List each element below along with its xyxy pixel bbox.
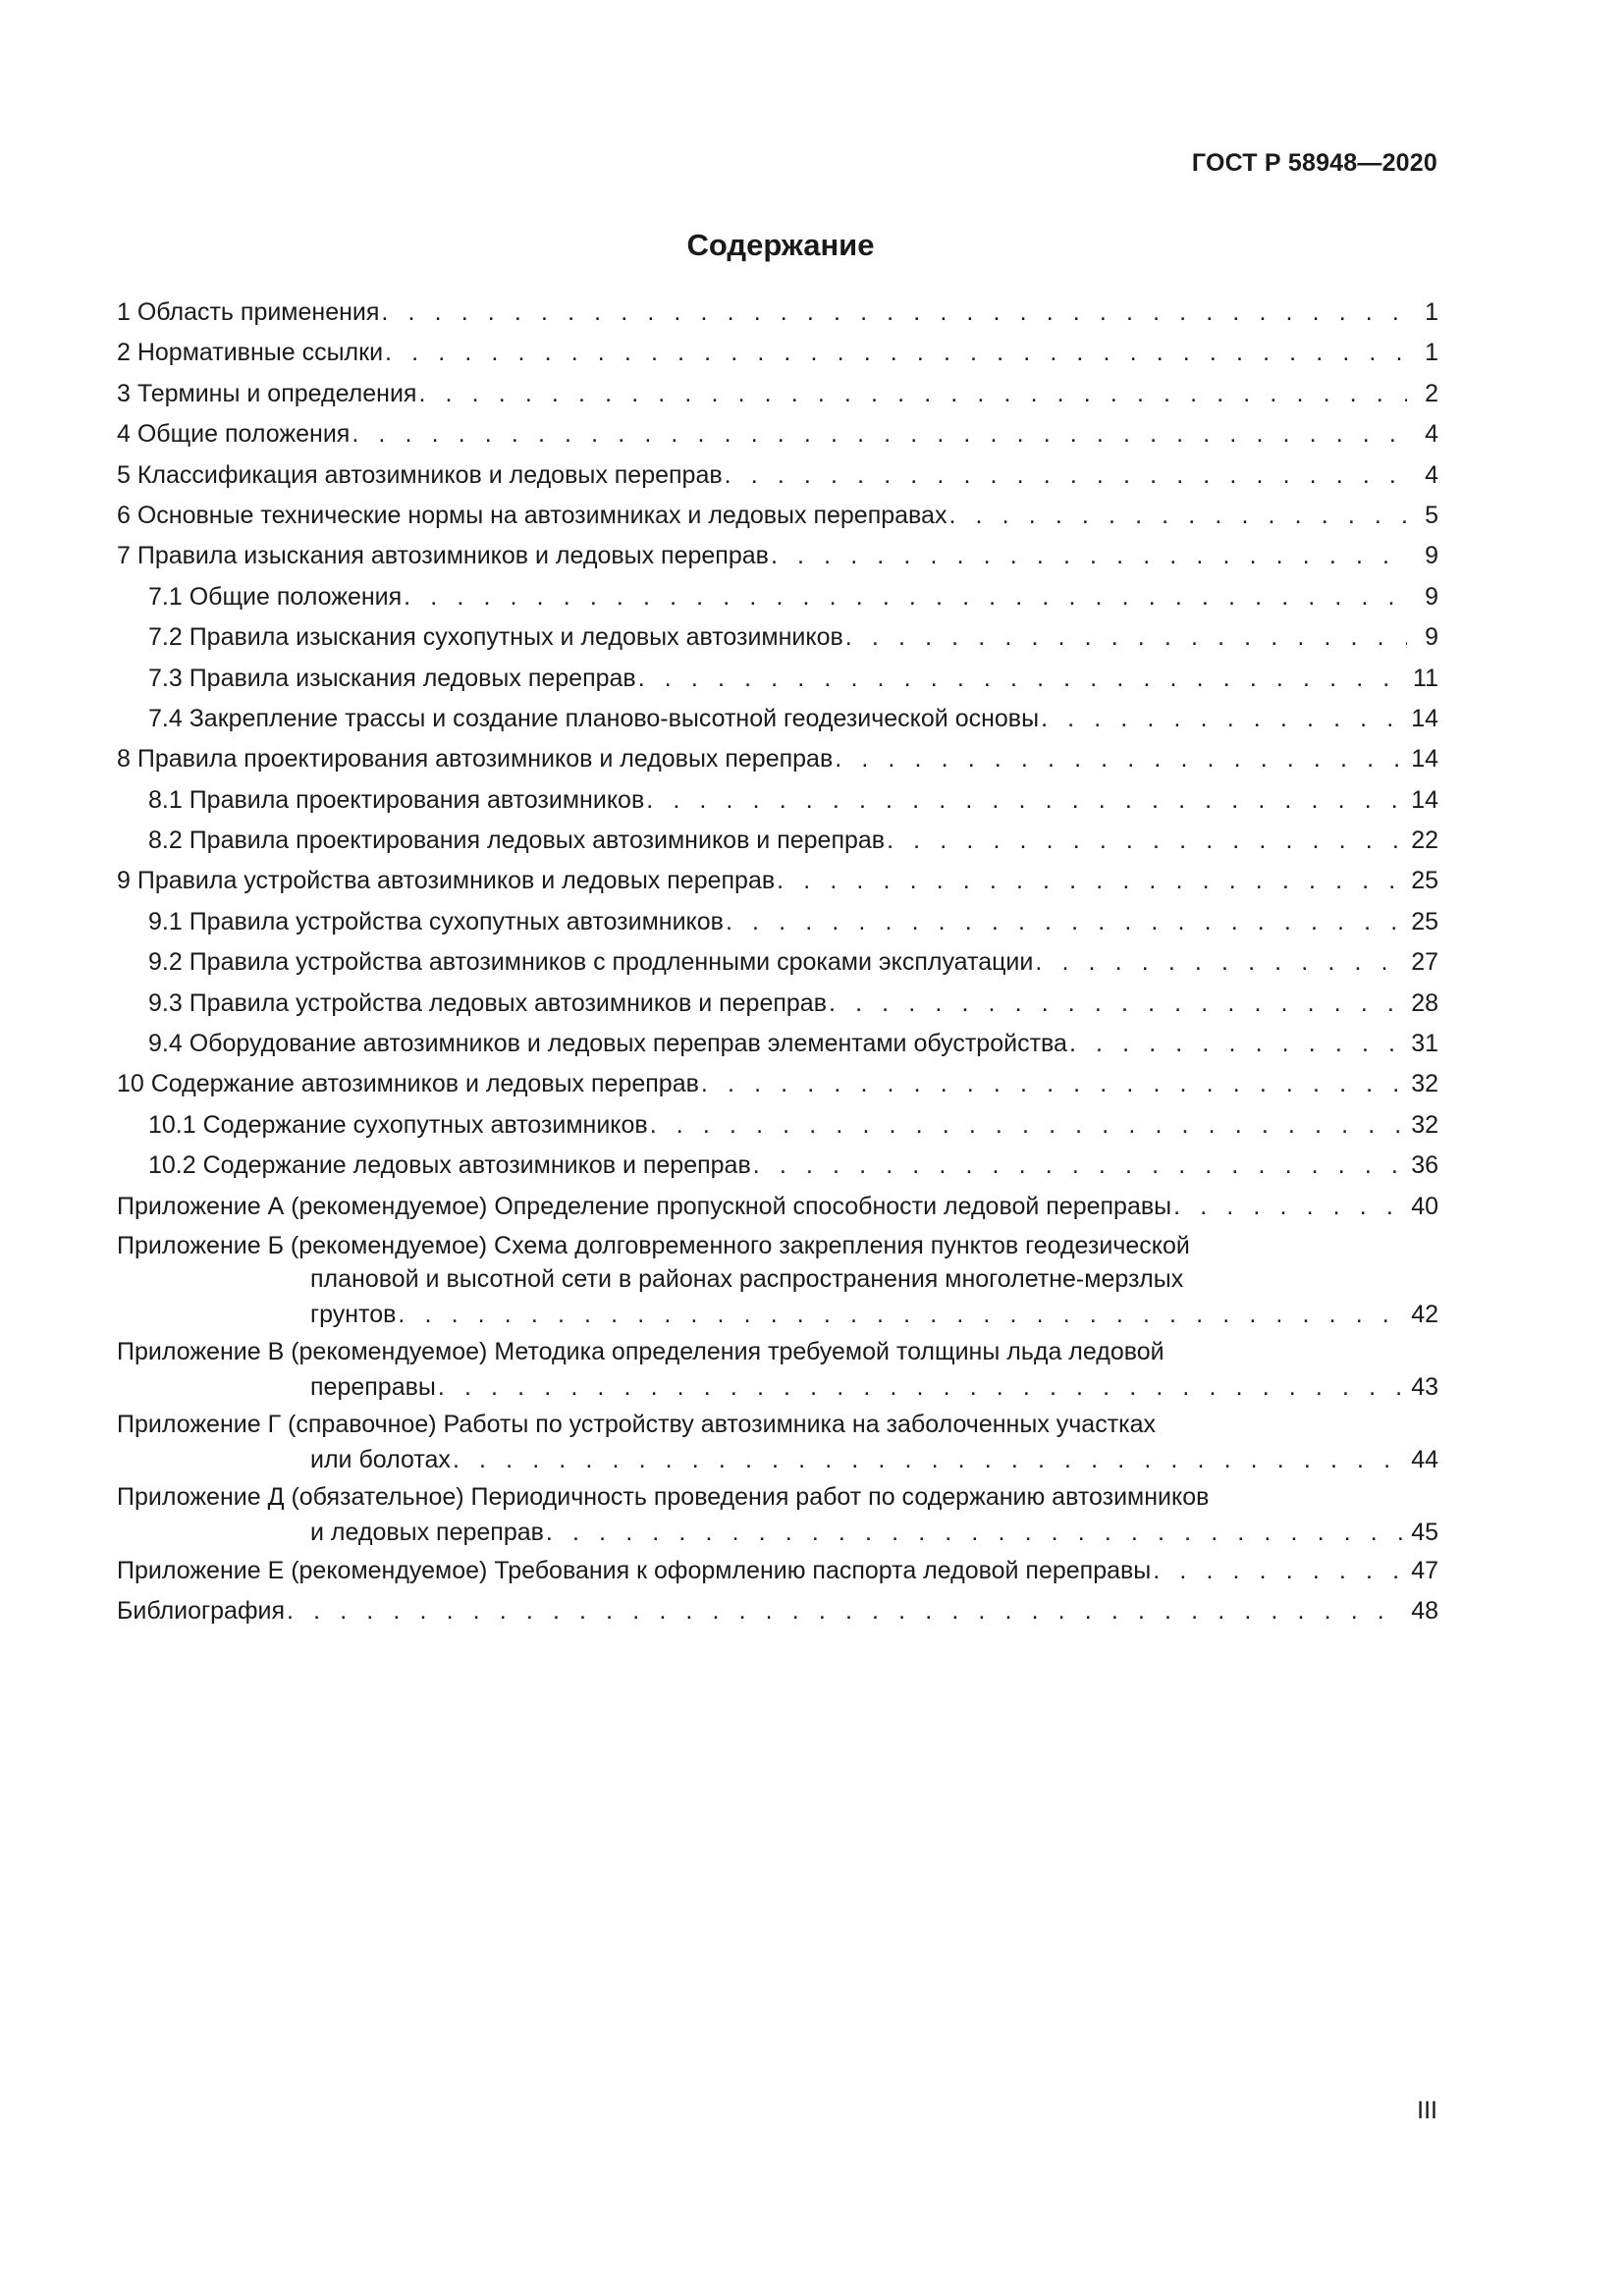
toc-appendix-title-line: Приложение Б (рекомендуемое) Схема долговременного закрепления пунктов геодезической (117, 1231, 1190, 1259)
toc-entry-title: 9 Правила устройства автозимников и ледовых переправ (117, 867, 776, 895)
dot-leader (725, 455, 1407, 496)
toc-entry-page: 4 (1425, 460, 1438, 489)
toc-entry-page: 4 (1425, 420, 1438, 449)
dot-leader (845, 617, 1407, 658)
toc-entry-page: 1 (1425, 297, 1438, 326)
toc-entry[interactable] (117, 942, 1438, 983)
toc-entry-title: 7.2 Правила изыскания сухопутных и ледовых автозимников (148, 623, 843, 652)
dot-leader (777, 861, 1405, 901)
dot-leader (1069, 1024, 1405, 1064)
dot-leader (1041, 699, 1405, 739)
toc-entry[interactable] (117, 577, 1438, 617)
toc-entry-page: 9 (1425, 542, 1438, 570)
toc-entry[interactable] (117, 1024, 1438, 1064)
toc-entry-title: 9.4 Оборудование автозимников и ледовых переправ элементами обустройства (148, 1030, 1067, 1058)
toc-entry-page: 9 (1425, 623, 1438, 652)
toc-heading: Содержание (686, 228, 875, 262)
dot-leader (398, 1296, 1405, 1333)
toc-entry-page: 11 (1413, 664, 1438, 692)
toc-entry-page: 25 (1411, 867, 1438, 895)
dot-leader (438, 1368, 1405, 1406)
toc-appendix-last-line (117, 1441, 1438, 1478)
toc-entry-title: 7.1 Общие положения (148, 582, 403, 611)
toc-entry-page: 40 (1411, 1192, 1438, 1220)
toc-entry[interactable] (117, 821, 1438, 861)
toc-entry-title: 8.1 Правила проектирования автозимников (148, 785, 645, 814)
toc-entry-title: 5 Классификация автозимников и ледовых переправ (117, 460, 723, 489)
toc-entry-title: 4 Общие положения (117, 420, 351, 449)
toc-entry-title: 9.3 Правила устройства ледовых автозимников и переправ (148, 988, 827, 1017)
toc-appendix-title-line: Приложение Д (обязательное) Периодичность проведения работ по содержанию автозимников (117, 1482, 1210, 1511)
table-of-contents (117, 293, 1438, 1632)
toc-entry-page: 9 (1425, 582, 1438, 611)
toc-entry-page: 14 (1411, 745, 1438, 774)
dot-leader (835, 739, 1405, 779)
dot-leader (404, 577, 1407, 617)
toc-entry-title: 10.2 Содержание ледовых автозимников и переправ (148, 1151, 751, 1180)
dot-leader (701, 1064, 1405, 1104)
dot-leader (887, 821, 1405, 861)
toc-entry-title: грунтов (310, 1300, 397, 1328)
toc-appendix-entry[interactable] (117, 1408, 1438, 1478)
dot-leader (638, 659, 1407, 699)
toc-entry[interactable] (117, 1551, 1438, 1591)
toc-entry-title: 7.3 Правила изыскания ледовых переправ (148, 664, 636, 692)
dot-leader (948, 496, 1407, 536)
toc-entry-page: 1 (1425, 339, 1438, 367)
toc-entry-title: 6 Основные технические нормы на автозимниках и ледовых переправах (117, 501, 947, 529)
toc-entry-title: 3 Термины и определения (117, 379, 417, 407)
toc-entry[interactable] (117, 536, 1438, 576)
toc-entry-page: 25 (1411, 907, 1438, 935)
toc-entry-title: 8 Правила проектирования автозимников и ледовых переправ (117, 745, 834, 774)
dot-leader (418, 374, 1407, 414)
dot-leader (546, 1514, 1405, 1551)
toc-entry-page: 47 (1411, 1556, 1438, 1584)
toc-entry[interactable] (117, 1064, 1438, 1104)
toc-entry-page: 44 (1411, 1445, 1438, 1473)
toc-entry-page: 45 (1411, 1518, 1438, 1546)
toc-entry-title: и ледовых переправ (310, 1518, 544, 1546)
toc-entry[interactable] (117, 496, 1438, 536)
toc-entry-title: 1 Область применения (117, 297, 380, 326)
toc-entry-page: 32 (1411, 1070, 1438, 1098)
dot-leader (650, 1105, 1405, 1146)
toc-entry-page: 42 (1411, 1300, 1438, 1328)
dot-leader (1173, 1187, 1405, 1227)
toc-entry[interactable] (117, 374, 1438, 414)
toc-entry-title: 10 Содержание автозимников и ледовых переправ (117, 1070, 699, 1098)
toc-appendix-last-line (117, 1296, 1438, 1333)
toc-entry[interactable] (117, 333, 1438, 373)
toc-appendix-title-continuation: плановой и высотной сети в районах распространения многолетне-мерзлых (310, 1264, 1184, 1293)
toc-entry-title: Библиография (117, 1597, 286, 1626)
toc-entry-page: 48 (1411, 1597, 1438, 1626)
toc-entry-page: 32 (1411, 1110, 1438, 1139)
toc-entry-title: 9.2 Правила устройства автозимников с продленными сроками эксплуатации (148, 948, 1034, 977)
toc-appendix-last-line (117, 1514, 1438, 1551)
toc-entry[interactable] (117, 861, 1438, 901)
toc-entry-title: 7.4 Закрепление трассы и создание планово-высотной геодезической основы (148, 704, 1040, 732)
toc-entry[interactable] (117, 739, 1438, 779)
dot-leader (646, 780, 1405, 821)
toc-entry[interactable] (117, 1187, 1438, 1227)
toc-appendix-title-line: Приложение В (рекомендуемое) Методика определения требуемой толщины льда ледовой (117, 1337, 1164, 1365)
toc-entry[interactable] (117, 414, 1438, 454)
toc-entry[interactable] (117, 780, 1438, 821)
toc-entry[interactable] (117, 1146, 1438, 1186)
toc-entry-page: 14 (1411, 704, 1438, 732)
toc-entry-title: 9.1 Правила устройства сухопутных автозимников (148, 907, 724, 935)
dot-leader (753, 1146, 1405, 1186)
toc-entry-title: переправы (310, 1372, 436, 1401)
toc-entry-page: 22 (1411, 827, 1438, 855)
toc-entry[interactable] (117, 699, 1438, 739)
toc-entry-page: 36 (1411, 1151, 1438, 1180)
page-number: III (1417, 2097, 1437, 2124)
dot-leader (1035, 942, 1405, 983)
toc-entry-title: Приложение А (рекомендуемое) Определение пропускной способности ледовой переправы (117, 1192, 1172, 1220)
toc-entry-page: 14 (1411, 785, 1438, 814)
toc-appendix-entry[interactable] (117, 1335, 1438, 1406)
dot-leader (352, 414, 1407, 454)
toc-entry-page: 27 (1411, 948, 1438, 977)
toc-entry[interactable] (117, 617, 1438, 658)
toc-appendix-entry[interactable] (117, 1229, 1438, 1333)
document-code: ГОСТ Р 58948—2020 (1191, 149, 1437, 177)
dot-leader (287, 1591, 1405, 1631)
toc-entry[interactable] (117, 984, 1438, 1024)
toc-entry-page: 43 (1411, 1372, 1438, 1401)
toc-entry-page: 2 (1425, 379, 1438, 407)
dot-leader (381, 293, 1407, 333)
toc-entry[interactable] (117, 1591, 1438, 1631)
toc-appendix-title-line: Приложение Г (справочное) Работы по устройству автозимника на заболоченных участках (117, 1410, 1157, 1438)
dot-leader (453, 1441, 1405, 1478)
toc-entry[interactable] (117, 1105, 1438, 1146)
toc-appendix-entry[interactable] (117, 1480, 1438, 1551)
dot-leader (1153, 1551, 1405, 1591)
toc-entry-page: 28 (1411, 988, 1438, 1017)
toc-entry-page: 31 (1411, 1030, 1438, 1058)
dot-leader (726, 902, 1405, 942)
toc-entry[interactable] (117, 902, 1438, 942)
toc-entry-title: 7 Правила изыскания автозимников и ледовых переправ (117, 542, 769, 570)
toc-entry[interactable] (117, 659, 1438, 699)
toc-entry-title: 8.2 Правила проектирования ледовых автозимников и переправ (148, 827, 886, 855)
dot-leader (771, 536, 1407, 576)
toc-entry-title: Приложение Е (рекомендуемое) Требования к оформлению паспорта ледовой переправы (117, 1556, 1152, 1584)
dot-leader (829, 984, 1405, 1024)
toc-entry-title: 2 Нормативные ссылки (117, 339, 384, 367)
dot-leader (385, 333, 1407, 373)
toc-appendix-last-line (117, 1368, 1438, 1406)
toc-entry-title: или болотах (310, 1445, 451, 1473)
toc-entry[interactable] (117, 293, 1438, 333)
toc-entry-page: 5 (1425, 501, 1438, 529)
toc-entry-title: 10.1 Содержание сухопутных автозимников (148, 1110, 648, 1139)
toc-entry[interactable] (117, 455, 1438, 496)
